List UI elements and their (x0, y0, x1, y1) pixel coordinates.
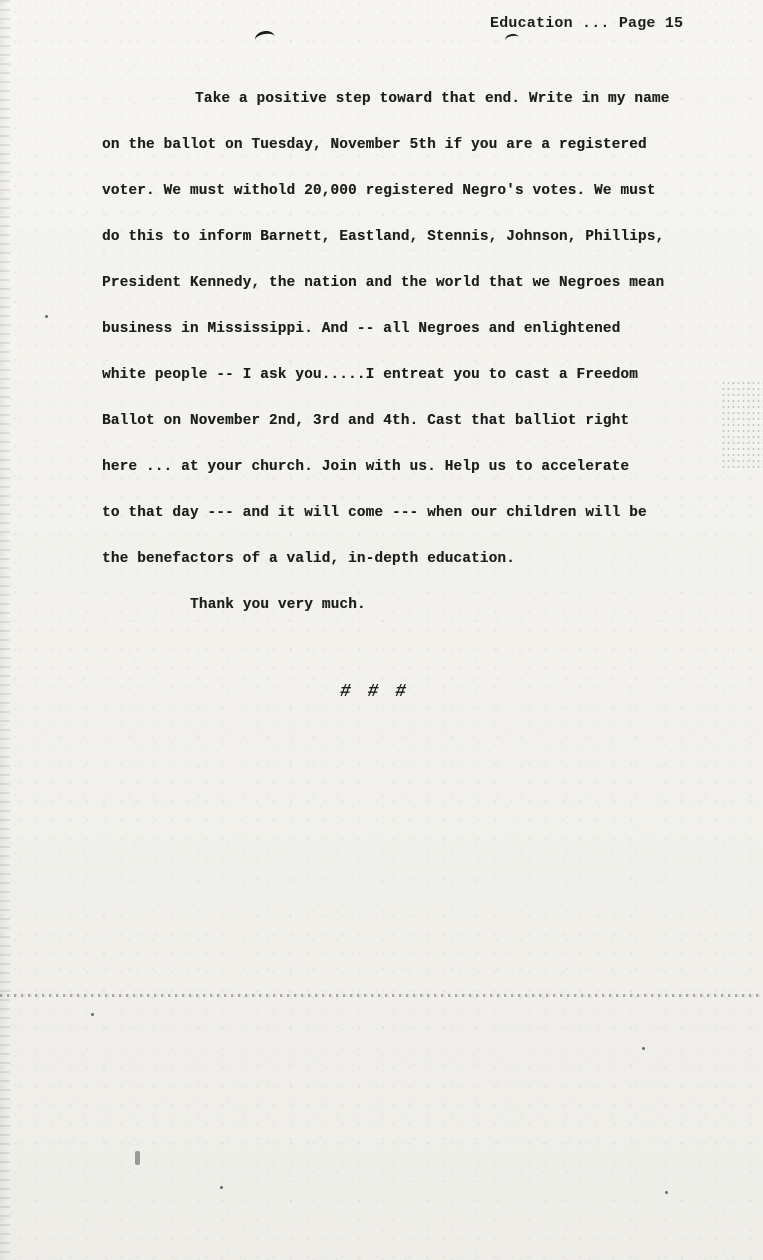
header-handwritten-mark (504, 33, 520, 46)
text-line: business in Mississippi. And -- all Negroes and enlightened (102, 321, 621, 337)
text-line: voter. We must withold 20,000 registered Negro's votes. We must (102, 183, 656, 199)
end-mark: # # # (340, 682, 410, 702)
page-fold-line (0, 994, 763, 997)
text-line: on the ballot on Tuesday, November 5th if you are a registered (102, 137, 647, 153)
text-line: the benefactors of a valid, in-depth education. (102, 551, 515, 567)
page-header: Education ... Page 15 (490, 15, 684, 32)
text-line: white people -- I ask you.....I entreat you to cast a Freedom (102, 367, 638, 383)
handwritten-mark (254, 29, 276, 47)
scan-speckle-area (721, 380, 763, 470)
scan-speck (642, 1047, 645, 1050)
text-line: Ballot on November 2nd, 3rd and 4th. Cast that balliot right (102, 413, 630, 429)
scan-left-edge (0, 0, 10, 1260)
scan-speck (135, 1151, 140, 1165)
scan-speck (665, 1191, 668, 1194)
speech-text (102, 88, 702, 640)
text-line: Take a positive step toward that end. Write in my name (195, 91, 670, 107)
text-line: President Kennedy, the nation and the world that we Negroes mean (102, 275, 665, 291)
text-line: do this to inform Barnett, Eastland, Stennis, Johnson, Phillips, (102, 229, 665, 245)
text-line: here ... at your church. Join with us. Help us to accelerate (102, 459, 630, 475)
scan-speck (45, 315, 48, 318)
scan-speck (91, 1013, 94, 1016)
scan-speck (220, 1186, 223, 1189)
closing-line: Thank you very much. (190, 597, 366, 613)
text-line: to that day --- and it will come --- when our children will be (102, 505, 647, 521)
